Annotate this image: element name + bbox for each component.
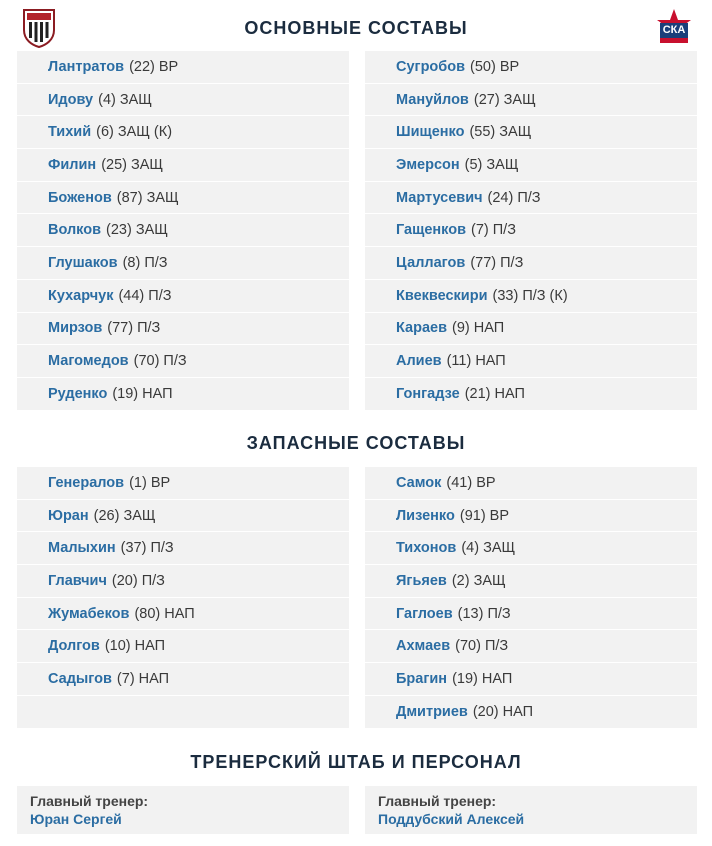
player-name-link[interactable]: Главчич	[48, 572, 107, 589]
player-number-position: (19) НАП	[112, 385, 173, 402]
staff-title: ТРЕНЕРСКИЙ ШТАБ И ПЕРСОНАЛ	[190, 752, 522, 772]
player-row	[365, 532, 697, 565]
player-number-position: (11) НАП	[446, 353, 506, 370]
player-name-link[interactable]: Долгов	[48, 638, 100, 655]
player-number-position: (24) П/З	[487, 189, 541, 206]
player-name-link[interactable]: Квеквескири	[396, 287, 488, 304]
player-name-link[interactable]: Гаглоев	[396, 605, 453, 622]
player-name-link[interactable]: Мануйлов	[396, 91, 469, 108]
player-row	[17, 84, 349, 117]
player-row	[365, 378, 697, 411]
player-name-link[interactable]: Гащенков	[396, 222, 466, 239]
player-name-link[interactable]: Малыхин	[48, 540, 116, 557]
player-number-position: (41) ВР	[446, 474, 496, 491]
away-main-lineup	[365, 51, 697, 411]
player-number-position: (20) НАП	[472, 703, 534, 720]
player-name-link[interactable]: Мирзов	[48, 320, 103, 337]
home-staff-role: Главный тренер:	[30, 793, 149, 809]
player-number-position: (5) ЗАЩ	[464, 156, 519, 173]
player-name-link[interactable]: Брагин	[396, 670, 448, 687]
player-name-link[interactable]: Юран	[48, 507, 89, 524]
player-row	[365, 51, 697, 84]
player-row	[17, 149, 349, 182]
home-main-lineup	[17, 51, 349, 411]
player-number-position: (9) НАП	[452, 320, 505, 337]
player-row	[365, 467, 697, 500]
player-name-link[interactable]: Алиев	[396, 353, 442, 370]
player-name-link[interactable]: Генералов	[48, 474, 125, 491]
player-row	[17, 116, 349, 149]
player-row	[365, 116, 697, 149]
player-number-position: (23) ЗАЩ	[106, 222, 168, 239]
player-number-position: (55) ЗАЩ	[469, 124, 532, 141]
away-staff-role: Главный тренер:	[378, 793, 497, 809]
player-number-position: (87) ЗАЩ	[116, 189, 179, 206]
player-name-link[interactable]: Боженов	[48, 189, 112, 206]
home-head-coach-link[interactable]: Юран Сергей	[30, 811, 122, 827]
player-row	[17, 313, 349, 346]
player-row	[17, 214, 349, 247]
player-row	[365, 149, 697, 182]
player-number-position: (4) ЗАЩ	[461, 540, 516, 557]
player-row	[17, 345, 349, 378]
player-name-link[interactable]: Мартусевич	[396, 189, 483, 206]
player-number-position: (6) ЗАЩ (К)	[96, 124, 173, 141]
player-row	[17, 378, 349, 411]
player-row	[17, 467, 349, 500]
player-name-link[interactable]: Тихий	[48, 124, 92, 141]
player-row	[365, 345, 697, 378]
player-row	[17, 565, 349, 598]
player-row	[365, 313, 697, 346]
player-name-link[interactable]: Садыгов	[48, 670, 112, 687]
player-number-position: (1) ВР	[129, 474, 171, 491]
player-name-link[interactable]: Ягьяев	[396, 572, 447, 589]
player-name-link[interactable]: Лантратов	[48, 58, 125, 75]
player-name-link[interactable]: Руденко	[48, 385, 108, 402]
player-number-position: (37) П/З	[120, 540, 174, 557]
player-number-position: (27) ЗАЩ	[473, 91, 536, 108]
away-subs-lineup	[365, 467, 697, 729]
player-number-position: (7) НАП	[116, 670, 170, 687]
player-name-link[interactable]: Дмитриев	[396, 703, 468, 720]
player-row	[365, 565, 697, 598]
home-subs-lineup	[17, 467, 349, 729]
player-number-position: (13) П/З	[457, 605, 511, 622]
player-number-position: (4) ЗАЩ	[98, 91, 152, 108]
player-name-link[interactable]: Эмерсон	[396, 156, 460, 173]
player-row	[17, 280, 349, 313]
player-name-link[interactable]: Глушаков	[48, 254, 118, 271]
away-head-coach-link[interactable]: Поддубский Алексей	[378, 811, 525, 827]
player-row	[17, 182, 349, 215]
player-number-position: (70) П/З	[455, 638, 509, 655]
player-name-link[interactable]: Кухарчук	[48, 287, 114, 304]
home-staff-box	[17, 786, 349, 834]
player-number-position: (50) ВР	[470, 58, 520, 75]
player-name-link[interactable]: Шищенко	[396, 124, 465, 141]
player-row	[17, 663, 349, 696]
player-row	[365, 598, 697, 631]
player-row	[365, 696, 697, 729]
player-row	[17, 630, 349, 663]
main-lineups-title: ОСНОВНЫЕ СОСТАВЫ	[244, 18, 468, 38]
player-row	[365, 182, 697, 215]
player-number-position: (22) ВР	[129, 58, 179, 75]
player-number-position: (20) П/З	[111, 572, 165, 589]
player-name-link[interactable]: Лизенко	[396, 507, 455, 524]
player-name-link[interactable]: Волков	[48, 222, 102, 239]
player-number-position: (10) НАП	[104, 638, 166, 655]
player-number-position: (25) ЗАЩ	[101, 156, 164, 173]
player-number-position: (21) НАП	[464, 385, 525, 402]
player-name-link[interactable]: Сугробов	[396, 58, 466, 75]
player-name-link[interactable]: Ахмаев	[396, 638, 451, 655]
player-number-position: (70) П/З	[133, 353, 187, 370]
player-row	[365, 214, 697, 247]
player-name-link[interactable]: Тихонов	[396, 540, 457, 557]
player-number-position: (19) НАП	[452, 670, 513, 687]
player-number-position: (77) П/З	[470, 254, 524, 271]
player-row	[365, 84, 697, 117]
player-number-position: (2) ЗАЩ	[451, 572, 506, 589]
player-number-position: (44) П/З	[118, 287, 172, 304]
player-row	[365, 280, 697, 313]
player-number-position: (77) П/З	[107, 320, 161, 337]
player-row	[17, 598, 349, 631]
away-staff-box	[365, 786, 697, 834]
player-number-position: (8) П/З	[122, 254, 168, 271]
player-number-position: (91) ВР	[459, 507, 510, 524]
player-row	[365, 630, 697, 663]
player-row	[17, 500, 349, 533]
player-name-link[interactable]: Магомедов	[48, 353, 129, 370]
player-number-position: (33) П/З (К)	[492, 287, 568, 304]
player-row	[365, 247, 697, 280]
player-number-position: (7) П/З	[471, 222, 516, 239]
away-logo-text: СКА	[662, 24, 686, 36]
player-row	[17, 247, 349, 280]
player-row	[365, 500, 697, 533]
player-name-link[interactable]: Караев	[396, 320, 447, 337]
player-number-position: (26) ЗАЩ	[93, 507, 156, 524]
player-name-link[interactable]: Жумабеков	[48, 605, 130, 622]
player-row	[17, 51, 349, 84]
player-name-link[interactable]: Идову	[48, 91, 94, 108]
player-name-link[interactable]: Гонгадзе	[396, 385, 460, 402]
player-name-link[interactable]: Самок	[396, 474, 442, 491]
subs-lineups-title: ЗАПАСНЫЕ СОСТАВЫ	[246, 433, 466, 453]
player-number-position: (80) НАП	[134, 605, 195, 622]
player-row	[17, 532, 349, 565]
player-name-link[interactable]: Филин	[48, 156, 97, 173]
player-row	[365, 663, 697, 696]
player-name-link[interactable]: Цаллагов	[396, 254, 466, 271]
player-row	[17, 696, 349, 729]
